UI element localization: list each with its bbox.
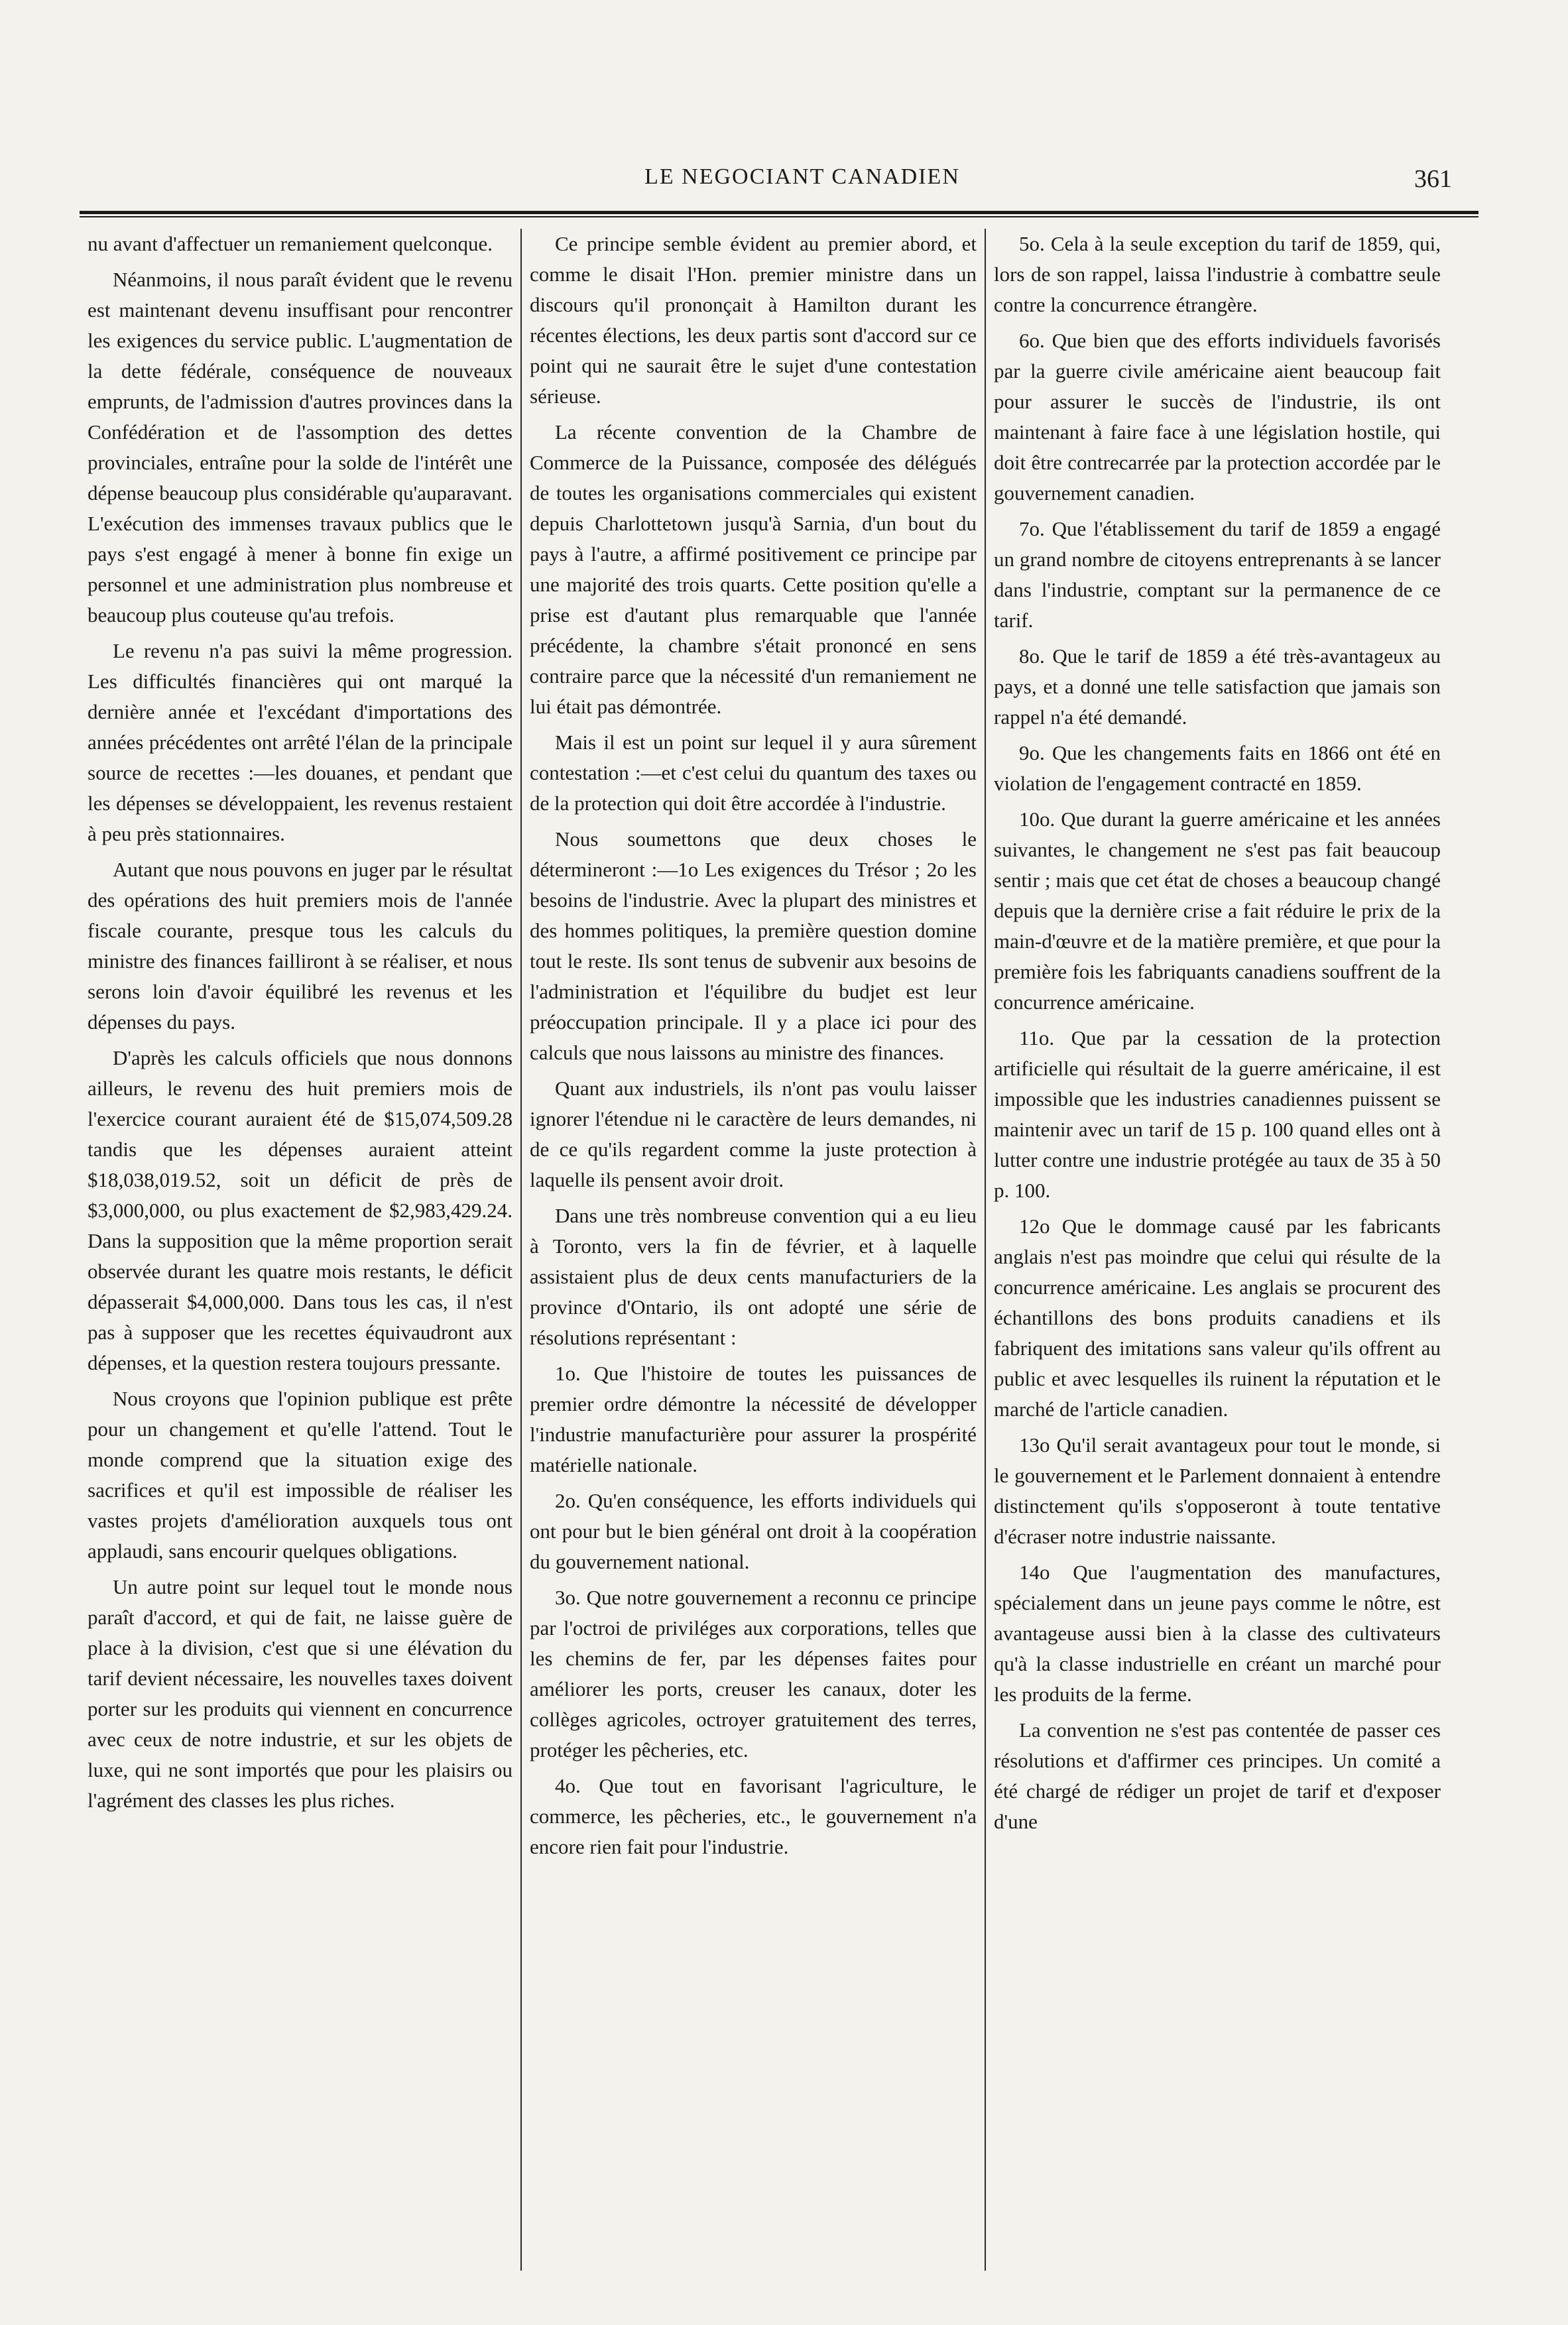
paragraph: Quant aux industriels, ils n'ont pas voulu laisser ignorer l'étendue ni le caractère de leurs demandes, ni de ce qu'ils regardent comme la juste protection à laquelle ils pensent avoir droit. (530, 1077, 977, 1191)
paragraph: 4o. Que tout en favorisant l'agriculture, le commerce, les pêcheries, etc., le gouvernement n'a encore rien fait pour l'industrie. (530, 1774, 977, 1858)
paragraph: D'après les calculs officiels que nous donnons ailleurs, le revenu des huit premiers mois de l'exercice courant auraient été de $15,074,509.28 tandis que les dépenses auraient atteint $18,038,019.52, soit un déficit de près de $3,000,000, ou plus exactement de $2,983,429.24. Dans la supposition que la même proportion serait observée durant les quatre mois restants, le déficit dépasserait $4,000,000. Dans tous les cas, il n'est pas à supposer que les recettes équivaudront aux dépenses, et la question restera toujours pressante. (88, 1046, 513, 1374)
column-1 (80, 229, 520, 2271)
paragraph: 7o. Que l'établissement du tarif de 1859 a engagé un grand nombre de citoyens entreprenants à se lancer dans l'industrie, comptant sur la permanence de ce tarif. (994, 517, 1441, 632)
paragraph: Le revenu n'a pas suivi la même progression. Les difficultés financières qui ont marqué la dernière année et l'excédant d'importations des années précédentes ont arrêté l'élan de la principale source de recettes :—les douanes, et pendant que les dépenses se développaient, les revenus restaient à peu près stationnaires. (88, 639, 513, 845)
paragraph: Dans une très nombreuse convention qui a eu lieu à Toronto, vers la fin de février, et à laquelle assistaient plus de deux cents manufacturiers de la province d'Ontario, ils ont adopté une série de résolutions représentant : (530, 1204, 977, 1349)
paragraph: 2o. Qu'en conséquence, les efforts individuels qui ont pour but le bien général ont droit à la coopération du gouvernement national. (530, 1489, 977, 1573)
header-rule (80, 211, 1478, 217)
paragraph: 1o. Que l'histoire de toutes les puissances de premier ordre démontre la nécessité de développer l'industrie manufacturière pour assurer la prospérité matérielle nationale. (530, 1362, 977, 1476)
paragraph: Autant que nous pouvons en juger par le résultat des opérations des huit premiers mois de l'année fiscale courante, presque tous les calculs du ministre des finances failliront à se réaliser, et nous serons loin d'avoir équilibré les revenus et les dépenses du pays. (88, 858, 513, 1034)
paragraph: Ce principe semble évident au premier abord, et comme le disait l'Hon. premier ministre dans un discours qu'il prononçait à Hamilton durant les récentes élections, les deux partis sont d'accord sur ce point qui ne saurait être le sujet d'une contestation sérieuse. (530, 232, 977, 408)
publication-title: LE NEGOCIANT CANADIEN (644, 164, 960, 189)
paragraph: 11o. Que par la cessation de la protection artificielle qui résultait de la guerre américaine, il est impossible que les industries canadiennes puissent se maintenir avec un tarif de 15 p. 100 quand elles ont à lutter contre une industrie protégée au taux de 35 à 50 p. 100. (994, 1026, 1441, 1202)
paragraph: 3o. Que notre gouvernement a reconnu ce principe par l'octroi de priviléges aux corporations, telles que les chemins de fer, par les dépenses faites pour améliorer les ports, creuser les canaux, doter les collèges agricoles, octroyer gratuitement des terres, protéger les pêcheries, etc. (530, 1586, 977, 1761)
paragraph: La convention ne s'est pas contentée de passer ces résolutions et d'affirmer ces principes. Un comité a été chargé de rédiger un projet de tarif et d'exposer d'une (994, 1718, 1441, 1833)
paragraph: 9o. Que les changements faits en 1866 ont été en violation de l'engagement contracté en 1859. (994, 741, 1441, 795)
paragraph: 14o Que l'augmentation des manufactures, spécialement dans un jeune pays comme le nôtre, est avantageuse aussi bien à la classe des cultivateurs qu'à la classe industrielle en créant un marché pour les produits de la ferme. (994, 1561, 1441, 1706)
paragraph: 6o. Que bien que des efforts individuels favorisés par la guerre civile américaine aient beaucoup fait pour assurer le succès de l'industrie, ils ont maintenant à faire face à une législation hostile, qui doit être contrecarrée par la protection accordée par le gouvernement canadien. (994, 329, 1441, 505)
paragraph: 5o. Cela à la seule exception du tarif de 1859, qui, lors de son rappel, laissa l'industrie à combattre seule contre la concurrence étrangère. (994, 232, 1441, 316)
paragraph: nu avant d'affectuer un remaniement quelconque. (88, 232, 493, 255)
paragraph: 13o Qu'il serait avantageux pour tout le monde, si le gouvernement et le Parlement donnaient à entendre distinctement qu'ils s'opposeront à toute tentative d'écraser notre industrie naissante. (994, 1433, 1441, 1548)
paragraph: La récente convention de la Chambre de Commerce de la Puissance, composée des délégués de toutes les organisations commerciales qui existent depuis Charlottetown jusqu'à Sarnia, d'un bout du pays à l'autre, a affirmé positivement ce principe par une majorité des trois quarts. Cette position qu'elle a prise est d'autant plus remarquable que l'année précédente, la chambre s'était prononcé en sens contraire parce que la nécessité d'un remaniement ne lui était pas démontrée. (530, 420, 977, 718)
paragraph: 12o Que le dommage causé par les fabricants anglais n'est pas moindre que celui qui résulte de la concurrence américaine. Les anglais se procurent des échantillons des bons produits canadiens et ils fabriquent des imitations sans valeur qu'ils offrent au public et avec lesquelles ils ruinent la réputation et le marché de l'article canadien. (994, 1215, 1441, 1421)
paragraph: Mais il est un point sur lequel il y aura sûrement contestation :—et c'est celui du quantum des taxes ou de la protection qui doit être accordée à l'industrie. (530, 731, 977, 815)
paragraph: Un autre point sur lequel tout le monde nous paraît d'accord, et qui de fait, ne laisse guère de place à la division, c'est que si une élévation du tarif devient nécessaire, les nouvelles taxes doivent porter sur les produits qui viennent en concurrence avec ceux de notre industrie, et sur les objets de luxe, qui ne sont importés que pour les plaisirs ou l'agrément des classes les plus riches. (88, 1575, 513, 1812)
running-head (80, 164, 1478, 198)
paragraph: 8o. Que le tarif de 1859 a été très-avantageux au pays, et a donné une telle satisfaction que jamais son rappel n'a été demandé. (994, 644, 1441, 729)
paragraph: Nous croyons que l'opinion publique est prête pour un changement et qu'elle l'attend. Tout le monde comprend que la situation exige des sacrifices et qu'il est impossible de réaliser les vastes projets d'amélioration auxquels tous ont applaudi, sans encourir quelques obligations. (88, 1387, 513, 1563)
paragraph: Nous soumettons que deux choses le détermineront :—1o Les exigences du Trésor ; 2o les besoins de l'industrie. Avec la plupart des ministres et des hommes politiques, la première question domine tout le reste. Ils sont tenus de subvenir aux besoins de l'administration et l'équilibre du budjet est leur préoccupation principale. Il y a place ici pour des calculs que nous laissons au ministre des finances. (530, 827, 977, 1064)
column-2 (520, 229, 985, 2271)
page-number: 361 (1414, 165, 1452, 193)
paragraph: Néanmoins, il nous paraît évident que le revenu est maintenant devenu insuffisant pour rencontrer les exigences du service public. L'augmentation de la dette fédérale, conséquence de nouveaux emprunts, de l'admission d'autres provinces dans la Confédération et de l'assomption des dettes provinciales, entraîne pour la solde de l'intérêt une dépense beaucoup plus considérable qu'auparavant. L'exécution des immenses travaux publics que le pays s'est engagé à mener à bonne fin exige un personnel et une administration plus nombreuse et beaucoup plus couteuse qu'au trefois. (88, 268, 513, 626)
column-3 (985, 229, 1449, 2271)
article-columns (80, 229, 1488, 2271)
paragraph: 10o. Que durant la guerre américaine et les années suivantes, le changement ne s'est pas fait beaucoup sentir ; mais que cet état de choses a beaucoup changé depuis que la dernière crise a fait réduire le prix de la main-d'œuvre et de la matière première, et que pour la première fois les fabriquants canadiens souffrent de la concurrence américaine. (994, 807, 1441, 1014)
